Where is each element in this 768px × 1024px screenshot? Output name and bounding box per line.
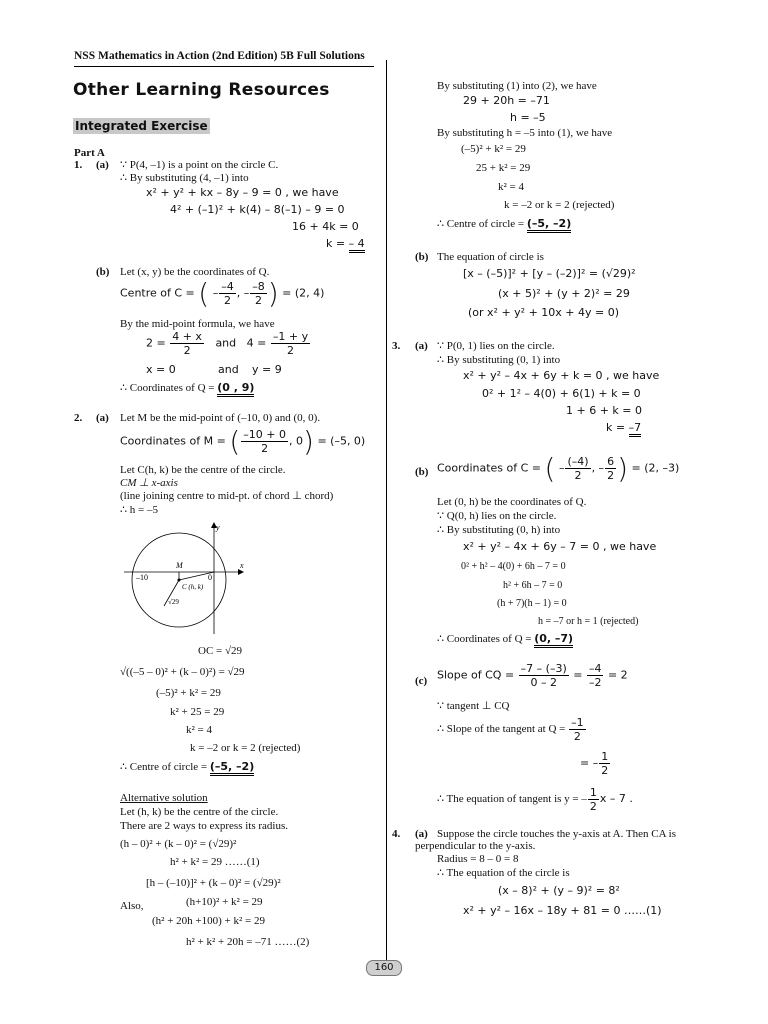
q2b-line: [x – (–5)]² + [y – (–2)]² = (√29)²: [463, 267, 636, 280]
q3b-line: ∵ Q(0, h) lies on the circle.: [437, 510, 557, 522]
q1b-result: ∴ Coordinates of Q = (0 , 9): [120, 381, 254, 395]
fraction: $\frac{4 + x}{2}$: [172, 330, 202, 357]
left-paren: (: [544, 452, 556, 485]
alt-solution-title: Alternative solution: [120, 792, 208, 804]
q3b-centre-expr: Coordinates of C = ( – $\frac{(-4)}{2}$ , – $\frac{6}{2}$ ) = (2, –3): [437, 452, 680, 485]
q2a-midpoint-expr: Coordinates of M = ( $\frac{-10 + 0}{2}$ , 0) = (–5, 0): [120, 425, 366, 458]
q1a-answer: – 4: [349, 237, 365, 253]
fraction: $\frac{6}{2}$: [607, 455, 615, 482]
fraction: $\frac{-4}{-2}$: [588, 662, 602, 689]
alt-line: h² + k² + 20h = –71 ……(2): [186, 936, 310, 948]
q3a-label: (a): [415, 340, 428, 352]
q2a-cont-line: 25 + k² = 29: [476, 162, 531, 174]
q4-number: 4.: [392, 828, 401, 840]
alt-line: (h+10)² + k² = 29: [186, 896, 263, 908]
alt-line: (h – 0)² + (k – 0)² = (√29)²: [120, 838, 237, 850]
q4a-line: x² + y² – 16x – 18y + 81 = 0 ……(1): [463, 904, 662, 917]
q2b-label: (b): [415, 251, 429, 263]
q1a-line: x² + y² + kx – 8y – 9 = 0 , we have: [146, 186, 339, 199]
fraction: $\frac{-4}{2}$: [221, 280, 234, 307]
q1b-line: and: [218, 363, 239, 376]
q4a-line: (x – 8)² + (y – 9)² = 8²: [498, 884, 620, 897]
circle-diagram: [120, 518, 250, 638]
page-title: Other Learning Resources: [73, 80, 330, 100]
right-paren: ): [617, 452, 628, 485]
q3c-line: ∵ tangent ⊥ CQ: [437, 700, 510, 712]
alt-line: Also,: [120, 900, 144, 912]
q2a-calc: k = –2 or k = 2 (rejected): [190, 742, 301, 754]
column-divider: [386, 60, 387, 960]
q1b-label: (b): [96, 266, 110, 278]
fraction: $\frac{1}{2}$: [601, 750, 609, 777]
y-axis-label: y: [216, 523, 220, 532]
q1-number: 1.: [74, 159, 83, 171]
q3c-tangent-eq: ∴ The equation of tangent is y = – $\frac{1}{2}$ x – 7 .: [437, 786, 633, 813]
q2b-line: (or x² + y² + 10x + 4y = 0): [468, 306, 620, 319]
q2a-line: Let M be the mid-point of (–10, 0) and (0, 0).: [120, 412, 321, 424]
m-label: M: [176, 561, 183, 570]
centre-label: C (h, k): [182, 583, 204, 591]
centre-point: [178, 579, 181, 582]
q1a-result: [326, 237, 365, 250]
q2a-line: CM ⊥ x-axis: [120, 477, 178, 489]
q1a-line: 16 + 4k = 0: [292, 220, 359, 233]
radius-label: √29: [168, 598, 179, 606]
q3b-line: ∴ By substituting (0, h) into: [437, 524, 561, 536]
q1a-label: (a): [96, 159, 109, 171]
q3b-line: h² + 6h – 7 = 0: [503, 580, 563, 591]
q3c-tangent-slope: ∴ Slope of the tangent at Q = $\frac{-1}{2}$: [437, 716, 584, 743]
q3c-label: (c): [415, 675, 428, 687]
q2a-cont-answer: (–5, –2): [527, 217, 571, 233]
q4a-line: Suppose the circle touches the y-axis at A. Then CA is: [437, 828, 677, 840]
q1b-midpoint-eqs: 2 = $\frac{4 + x}{2}$ and 4 = $\frac{-1 + y}{2}$: [146, 330, 309, 357]
q3c-tangent-slope-simplified: = – $\frac{1}{2}$: [580, 750, 609, 777]
q2b-line: (x + 5)² + (y + 2)² = 29: [498, 287, 630, 300]
running-header: NSS Mathematics in Action (2nd Edition) 5B Full Solutions: [74, 50, 365, 62]
q1a-line: ∴ By substituting (4, –1) into: [120, 172, 249, 184]
q1b-centre-expr: Centre of C = ( – $\frac{-4}{2}$ , – $\frac{-8}{2}$ ) = (2, 4): [120, 277, 325, 310]
fraction: $\frac{-8}{2}$: [252, 280, 265, 307]
left-paren: (: [229, 425, 241, 458]
q3b-line: Let (0, h) be the coordinates of Q.: [437, 496, 587, 508]
fraction: $\frac{1}{2}$: [589, 786, 597, 813]
q1b-centre-label: Centre of C =: [120, 286, 195, 300]
q3b-line: h = –7 or h = 1 (rejected): [538, 616, 639, 627]
right-paren: ): [303, 425, 314, 458]
q1b-line: Let (x, y) be the coordinates of Q.: [120, 266, 270, 278]
q2a-line: (line joining centre to mid-pt. of chord ⊥ chord): [120, 490, 334, 502]
q2b-line: The equation of circle is: [437, 251, 544, 263]
q3a-line: 0² + 1² – 4(0) + 6(1) + k = 0: [482, 387, 641, 400]
alt-line: [h – (–10)]² + (k – 0)² = (√29)²: [146, 877, 281, 889]
q4a-line: perpendicular to the y-axis.: [415, 840, 536, 852]
fraction: $\frac{-10 + 0}{2}$: [243, 428, 286, 455]
q2a-cont-line: 29 + 20h = –71: [463, 94, 550, 107]
q3c-slope-expr: Slope of CQ = $\frac{-7 - (-3)}{0 - 2}$ = $\frac{-4}{-2}$ = 2: [437, 662, 628, 689]
q3b-line: 0² + h² – 4(0) + 6h – 7 = 0: [461, 561, 566, 572]
right-paren: ): [267, 277, 279, 310]
q2a-cont-line: (–5)² + k² = 29: [461, 143, 526, 155]
q2a-cont-result: ∴ Centre of circle = (–5, –2): [437, 217, 571, 231]
q2a-result: ∴ Centre of circle = (–5, –2): [120, 760, 254, 774]
page-number: 160: [366, 960, 402, 976]
left-paren: (: [198, 277, 210, 310]
fraction: $\frac{-1}{2}$: [571, 716, 584, 743]
q3b-line: (h + 7)(h – 1) = 0: [497, 598, 567, 609]
alt-line: Let (h, k) be the centre of the circle.: [120, 806, 279, 818]
fraction: $\frac{-1 + y}{2}$: [272, 330, 309, 357]
origin-label: 0: [208, 573, 212, 582]
q2a-line: Let C(h, k) be the centre of the circle.: [120, 464, 286, 476]
q2a-calc: k² = 4: [186, 724, 213, 736]
q1a-k-label: k =: [326, 237, 349, 250]
q2a-cont-line: k = –2 or k = 2 (rejected): [504, 199, 615, 211]
q2a-answer: (–5, –2): [210, 760, 254, 776]
section-heading: Integrated Exercise: [75, 119, 208, 133]
q2a-label: (a): [96, 412, 109, 424]
q2a-cont-line: By substituting h = –5 into (1), we have: [437, 127, 613, 139]
q3a-line: 1 + 6 + k = 0: [566, 404, 642, 417]
q4a-line: Radius = 8 – 0 = 8: [437, 853, 519, 865]
fraction: $\frac{-7 - (-3)}{0 - 2}$: [520, 662, 567, 689]
minus-ten-label: –10: [136, 573, 148, 582]
q4a-line: ∴ The equation of the circle is: [437, 867, 570, 879]
q3-number: 3.: [392, 340, 401, 352]
fraction: $\frac{(-4)}{2}$: [567, 455, 589, 482]
x-axis-label: x: [240, 561, 244, 570]
q3b-line: x² + y² – 4x + 6y – 7 = 0 , we have: [463, 540, 657, 553]
q2a-cont-line: k² = 4: [498, 181, 525, 193]
alt-line: h² + k² = 29 ……(1): [170, 856, 260, 868]
q3a-result: k = –7: [606, 421, 641, 434]
q3a-line: x² + y² – 4x + 6y + k = 0 , we have: [463, 369, 660, 382]
q2a-line: ∴ h = –5: [120, 504, 158, 516]
q3a-line: ∴ By substituting (0, 1) into: [437, 354, 561, 366]
q3b-answer: (0, –7): [534, 632, 573, 648]
q2a-calc: OC = √29: [198, 645, 243, 657]
q1a-line: 4² + (–1)² + k(4) – 8(–1) – 9 = 0: [170, 203, 345, 216]
header-rule: [74, 66, 374, 67]
alt-line: There are 2 ways to express its radius.: [120, 820, 289, 832]
alt-line: (h² + 20h +100) + k² = 29: [152, 915, 265, 927]
q1a-line: ∵ P(4, –1) is a point on the circle C.: [120, 159, 279, 171]
q2a-calc: k² + 25 = 29: [170, 706, 225, 718]
q1b-line: x = 0: [146, 363, 176, 376]
q1b-line: y = 9: [252, 363, 282, 376]
q3a-answer: –7: [629, 421, 642, 437]
q4a-label: (a): [415, 828, 428, 840]
q1b-answer: (0 , 9): [217, 381, 254, 397]
q2a-cont-line: h = –5: [510, 111, 546, 124]
q3a-line: ∵ P(0, 1) lies on the circle.: [437, 340, 555, 352]
q2-number: 2.: [74, 412, 83, 424]
q2a-calc: √((–5 – 0)² + (k – 0)²) = √29: [120, 666, 245, 678]
part-label: Part A: [74, 147, 105, 159]
q1b-line: By the mid-point formula, we have: [120, 318, 275, 330]
q3b-label: (b): [415, 466, 429, 478]
q2a-calc: (–5)² + k² = 29: [156, 687, 221, 699]
q2a-cont-line: By substituting (1) into (2), we have: [437, 80, 597, 92]
q3b-result: ∴ Coordinates of Q = (0, –7): [437, 632, 573, 646]
